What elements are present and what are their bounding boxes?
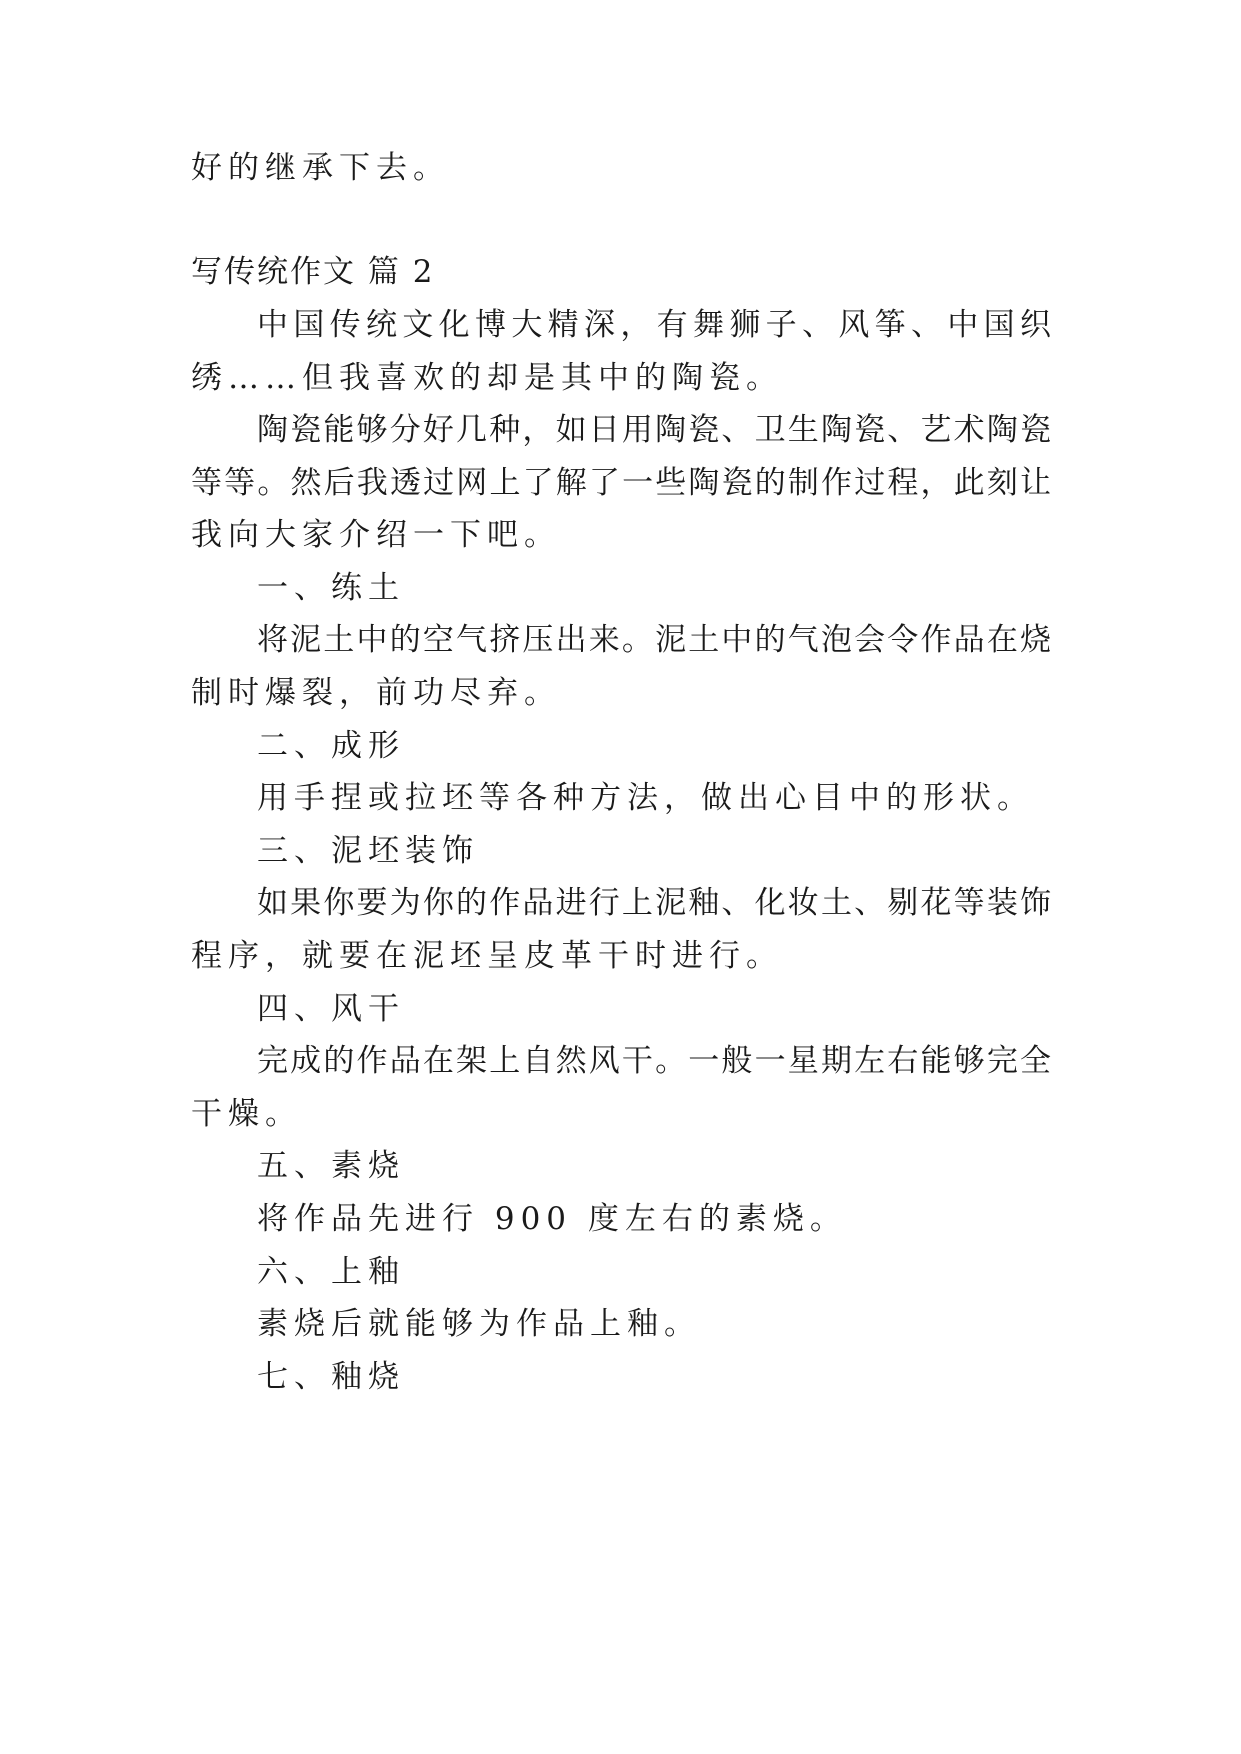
step-description: 如果你要为你的作品进行上泥釉、化妆土、剔花等装饰 [257, 885, 1051, 921]
step-description: 素烧后就能够为作品上釉。 [257, 1306, 701, 1342]
step-title: 三、泥坯装饰 [257, 833, 479, 869]
step-description: 干燥。 [191, 1096, 302, 1132]
step-description: 将泥土中的空气挤压出来。泥土中的气泡会令作品在烧 [257, 622, 1051, 658]
step-title: 五、素烧 [257, 1148, 405, 1184]
paragraph-1-line-1: 中国传统文化博大精深，有舞狮子、风筝、中国织 [257, 307, 1051, 343]
step-title: 七、釉烧 [257, 1359, 405, 1395]
step-description: 用手捏或拉坯等各种方法，做出心目中的形状。 [257, 780, 1034, 816]
step-description: 程序，就要在泥坯呈皮革干时进行。 [191, 938, 783, 974]
paragraph-1-line-2: 绣……但我喜欢的却是其中的陶瓷。 [191, 360, 783, 396]
step-description: 制时爆裂，前功尽弃。 [191, 675, 561, 711]
section-title: 写传统作文 篇 2 [191, 254, 435, 290]
step-description: 将作品先进行 900 度左右的素烧。 [257, 1201, 847, 1237]
paragraph-2-line-3: 我向大家介绍一下吧。 [191, 517, 561, 553]
step-title: 二、成形 [257, 728, 405, 764]
step-title: 一、练土 [257, 570, 405, 606]
step-title: 四、风干 [257, 991, 405, 1027]
step-description: 完成的作品在架上自然风干。一般一星期左右能够完全 [257, 1043, 1051, 1079]
paragraph-2-line-1: 陶瓷能够分好几种，如日用陶瓷、卫生陶瓷、艺术陶瓷 [257, 412, 1051, 448]
continuation-text: 好的继承下去。 [191, 150, 450, 186]
step-title: 六、上釉 [257, 1254, 405, 1290]
paragraph-2-line-2: 等等。然后我透过网上了解了一些陶瓷的制作过程，此刻让 [191, 465, 1051, 501]
